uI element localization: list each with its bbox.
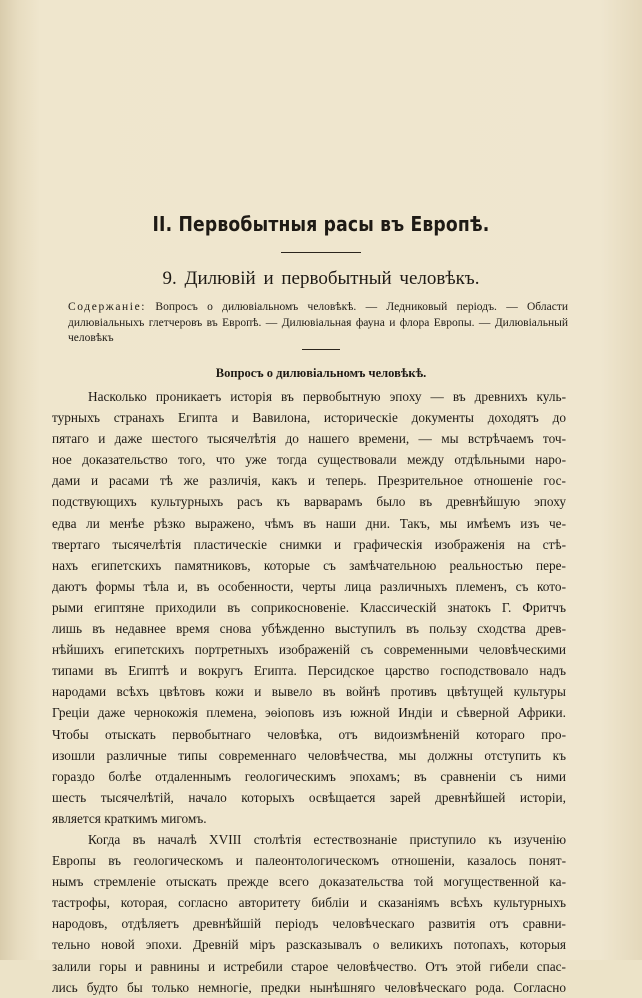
text-line: даютъ формы тѣла и, въ особенности, черты лица различныхъ племенъ, съ кото- <box>52 578 566 594</box>
subheading: Вопросъ о дилювіальномъ человѣкѣ. <box>215 366 427 380</box>
text-line: изошли различные типы современнаго человѣчества, мы должны отступить къ <box>52 747 566 763</box>
text-line: Когда въ началѣ XVIII столѣтія естествознаніе приступило къ изученію <box>88 831 566 847</box>
title-divider <box>281 252 361 253</box>
text-line: нахъ египетскихъ памятниковъ, которые съ замѣчательною реальностью пере- <box>52 557 566 573</box>
contents-line: Вопросъ о дилювіальномъ человѣкѣ. — Ледниковый періодъ. — Области <box>155 301 569 313</box>
section-title: 9. Дилювій и первобытный человѣкъ. <box>162 268 480 289</box>
text-line: Греціи даже чернокожія племена, эѳіоповъ изъ южной Индіи и сѣверной Африки. <box>52 705 566 721</box>
contents-line: Дилювіальный человѣкъ <box>68 316 569 345</box>
text-line: Насколько проникаетъ исторія въ первобытную эпоху — въ древнихъ куль- <box>88 389 566 404</box>
chapter-title: II. Первобытныя расы въ Европѣ. <box>152 212 490 236</box>
text-line: нѣйшихъ египетскихъ портретныхъ изображеній съ современными человѣческими <box>52 642 566 658</box>
text-line: Европы въ геологическомъ и палеонтологическомъ отношеніи, казалось понят- <box>52 853 566 869</box>
text-line: народами всѣхъ цвѣтовъ кожи и вывело въ войнѣ противъ цвѣтущей культуры <box>52 684 566 700</box>
text-line: дами и расами тѣ же различія, какъ и теперь. Презрительное отношеніе гос- <box>52 473 566 489</box>
text-line: лишь въ недавнее время снова убѣжденно выступилъ въ пользу сходства древ- <box>52 621 566 637</box>
text-line: лись будто бы только немногіе, предки нынѣшняго человѣческаго рода. Согласно <box>52 979 566 995</box>
text-line: типами въ Египтѣ и вокругъ Египта. Персидское царство господствовало надъ <box>52 663 566 679</box>
text-line: ное доказательство того, что уже тогда существовали между отдѣльными наро- <box>52 452 566 468</box>
text-line: тельно новой эпохи. Древній міръ разсказывалъ о великихъ потопахъ, которыя <box>52 937 566 953</box>
text-line: едва ли менѣе рѣзко выражено, чѣмъ въ наши дни. Такъ, мы имѣемъ изъ че- <box>52 515 566 531</box>
text-line: турныхъ странахъ Египта и Вавилона, историческіе документы доходятъ до <box>52 410 566 426</box>
contents-summary <box>68 300 568 347</box>
text-line: Чтобы отыскать первобытнаго человѣка, отъ видоизмѣненій котораго про- <box>52 726 566 742</box>
contents-line: дилювіальныхъ глетчеровъ въ Европѣ. — Дилювіальная фауна и флора Европы. — <box>68 316 491 329</box>
text-line: твертаго тысячелѣтія пластическіе снимки и графическія изображенія на стѣ- <box>52 536 566 552</box>
text-line: залили горы и равнины и истребили старое человѣчество. Отъ этой гибели спас- <box>52 958 566 974</box>
contents-label: Содержаніе: <box>68 301 147 313</box>
text-line: шесть тысячелѣтій, начало которыхъ освѣщается зарей древнѣйшей исторіи, <box>52 789 566 805</box>
text-line: тастрофы, которая, согласно авторитету библіи и сказаніямъ всѣхъ культурныхъ <box>52 895 566 911</box>
contents-divider <box>302 349 340 350</box>
text-line: подствующихъ культурныхъ расъ къ варварамъ было въ древнѣйшую эпоху <box>52 494 566 510</box>
text-line: является краткимъ мигомъ. <box>52 810 207 826</box>
body-text <box>52 386 566 998</box>
text-line: пятаго и даже шестого тысячелѣтія до нашего времени, — мы встрѣчаемъ точ- <box>52 431 566 447</box>
text-line: нымъ стремленіе отыскать прежде всего доказательства той могущественной ка- <box>52 874 566 890</box>
text-line: народовъ, отдѣляетъ древнѣйшій періодъ человѣческаго развитія отъ сравни- <box>52 916 566 932</box>
text-line: гораздо болѣе отдаленнымъ геологическимъ эпохамъ; въ сравненіи съ ними <box>52 768 566 784</box>
text-line: рыми египтяне приходили въ соприкосновеніе. Классическій знатокъ Г. Фритчъ <box>52 599 566 615</box>
